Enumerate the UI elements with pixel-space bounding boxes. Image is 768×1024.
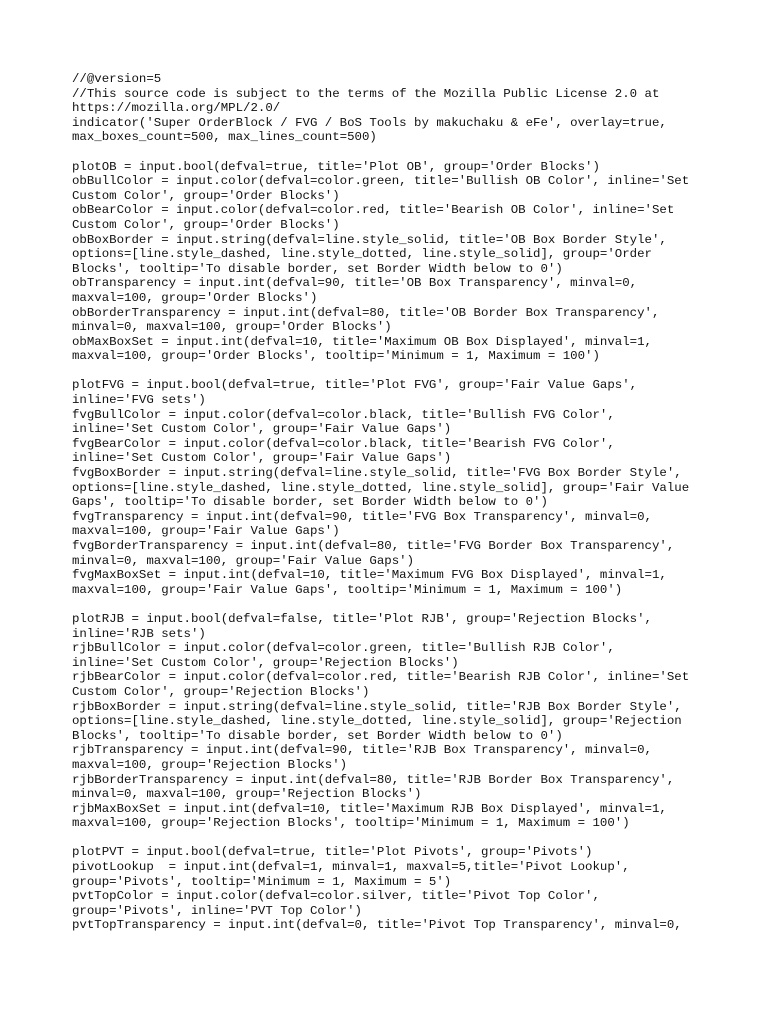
code-line: inline='Set Custom Color', group='Fair Value Gaps') xyxy=(72,451,452,466)
code-line: obMaxBoxSet = input.int(defval=10, title='Maximum OB Box Displayed', minval=1, xyxy=(72,334,652,349)
code-line: obBearColor = input.color(defval=color.red, title='Bearish OB Color', inline='Set xyxy=(72,203,675,218)
code-line: options=[line.style_dashed, line.style_dotted, line.style_solid], group='Rejection xyxy=(72,714,682,729)
code-line: Blocks', tooltip='To disable border, set Border Width below to 0') xyxy=(72,261,563,276)
code-line: rjbMaxBoxSet = input.int(defval=10, title='Maximum RJB Box Displayed', minval=1, xyxy=(72,801,667,816)
code-line: Custom Color', group='Order Blocks') xyxy=(72,217,340,232)
code-line: maxval=100, group='Order Blocks', tooltip='Minimum = 1, Maximum = 100') xyxy=(72,349,600,364)
code-line: rjbBoxBorder = input.string(defval=line.style_solid, title='RJB Box Border Style', xyxy=(72,699,682,714)
code-line: Gaps', tooltip='To disable border, set Border Width below to 0') xyxy=(72,495,548,510)
code-line xyxy=(72,364,712,379)
code-line: group='Pivots', inline='PVT Top Color') xyxy=(72,903,362,918)
code-line: inline='Set Custom Color', group='Fair Value Gaps') xyxy=(72,422,452,437)
code-line: maxval=100, group='Rejection Blocks', tooltip='Minimum = 1, Maximum = 100') xyxy=(72,816,630,831)
code-line: obBoxBorder = input.string(defval=line.style_solid, title='OB Box Border Style', xyxy=(72,232,667,247)
code-text-block xyxy=(72,72,712,933)
code-line: options=[line.style_dashed, line.style_dotted, line.style_solid], group='Fair Value xyxy=(72,480,690,495)
code-line: Blocks', tooltip='To disable border, set Border Width below to 0') xyxy=(72,728,563,743)
code-line: indicator('Super OrderBlock / FVG / BoS Tools by makuchaku & eFe', overlay=true, xyxy=(72,115,667,130)
code-line xyxy=(72,145,712,160)
code-line: obBorderTransparency = input.int(defval=80, title='OB Border Box Transparency', xyxy=(72,305,660,320)
code-line: fvgBullColor = input.color(defval=color.black, title='Bullish FVG Color', xyxy=(72,407,615,422)
code-line: pivotLookup = input.int(defval=1, minval=1, maxval=5,title='Pivot Lookup', xyxy=(72,860,630,875)
code-line: minval=0, maxval=100, group='Fair Value Gaps') xyxy=(72,553,415,568)
code-line: obTransparency = input.int(defval=90, title='OB Box Transparency', minval=0, xyxy=(72,276,638,291)
code-line: maxval=100, group='Fair Value Gaps') xyxy=(72,524,340,539)
code-line: inline='Set Custom Color', group='Rejection Blocks') xyxy=(72,655,459,670)
code-line: pvtTopColor = input.color(defval=color.silver, title='Pivot Top Color', xyxy=(72,889,600,904)
code-line: fvgBoxBorder = input.string(defval=line.style_solid, title='FVG Box Border Style', xyxy=(72,466,682,481)
code-line: //@version=5 xyxy=(72,72,162,86)
code-line: inline='RJB sets') xyxy=(72,626,206,641)
code-line: fvgBorderTransparency = input.int(defval=80, title='FVG Border Box Transparency', xyxy=(72,539,675,553)
code-line: plotFVG = input.bool(defval=true, title='Plot FVG', group='Fair Value Gaps', xyxy=(72,378,638,393)
code-line: fvgBearColor = input.color(defval=color.black, title='Bearish FVG Color', xyxy=(72,436,615,451)
code-line: plotPVT = input.bool(defval=true, title='Plot Pivots', group='Pivots') xyxy=(72,845,593,860)
code-line: max_boxes_count=500, max_lines_count=500) xyxy=(72,130,377,145)
code-line: pvtTopTransparency = input.int(defval=0, title='Pivot Top Transparency', minval=0, xyxy=(72,918,682,933)
code-line xyxy=(72,831,712,846)
code-line: maxval=100, group='Fair Value Gaps', tooltip='Minimum = 1, Maximum = 100') xyxy=(72,582,623,597)
code-line: group='Pivots', tooltip='Minimum = 1, Maximum = 5') xyxy=(72,874,452,889)
code-line: rjbBorderTransparency = input.int(defval=80, title='RJB Border Box Transparency', xyxy=(72,772,675,787)
code-line: options=[line.style_dashed, line.style_dotted, line.style_solid], group='Order xyxy=(72,247,652,262)
code-line: Custom Color', group='Order Blocks') xyxy=(72,188,340,203)
code-line: obBullColor = input.color(defval=color.green, title='Bullish OB Color', inline='Set xyxy=(72,174,690,189)
code-line: minval=0, maxval=100, group='Rejection Blocks') xyxy=(72,787,422,802)
code-line: plotOB = input.bool(defval=true, title='Plot OB', group='Order Blocks') xyxy=(72,159,600,174)
code-line: rjbBearColor = input.color(defval=color.red, title='Bearish RJB Color', inline='Set xyxy=(72,670,690,685)
code-line: fvgMaxBoxSet = input.int(defval=10, title='Maximum FVG Box Displayed', minval=1, xyxy=(72,568,667,583)
code-line: https://mozilla.org/MPL/2.0/ xyxy=(72,101,281,116)
code-line: rjbBullColor = input.color(defval=color.green, title='Bullish RJB Color', xyxy=(72,641,615,656)
code-line: //This source code is subject to the terms of the Mozilla Public License 2.0 at xyxy=(72,86,660,101)
code-line: maxval=100, group='Order Blocks') xyxy=(72,290,318,305)
code-line: maxval=100, group='Rejection Blocks') xyxy=(72,757,348,772)
code-line: plotRJB = input.bool(defval=false, title='Plot RJB', group='Rejection Blocks', xyxy=(72,611,652,626)
code-line: rjbTransparency = input.int(defval=90, title='RJB Box Transparency', minval=0, xyxy=(72,743,652,758)
code-line: Custom Color', group='Rejection Blocks') xyxy=(72,684,370,699)
code-line: minval=0, maxval=100, group='Order Blocks') xyxy=(72,320,392,335)
code-line xyxy=(72,597,712,612)
code-line: fvgTransparency = input.int(defval=90, title='FVG Box Transparency', minval=0, xyxy=(72,509,652,524)
code-line: inline='FVG sets') xyxy=(72,393,206,408)
